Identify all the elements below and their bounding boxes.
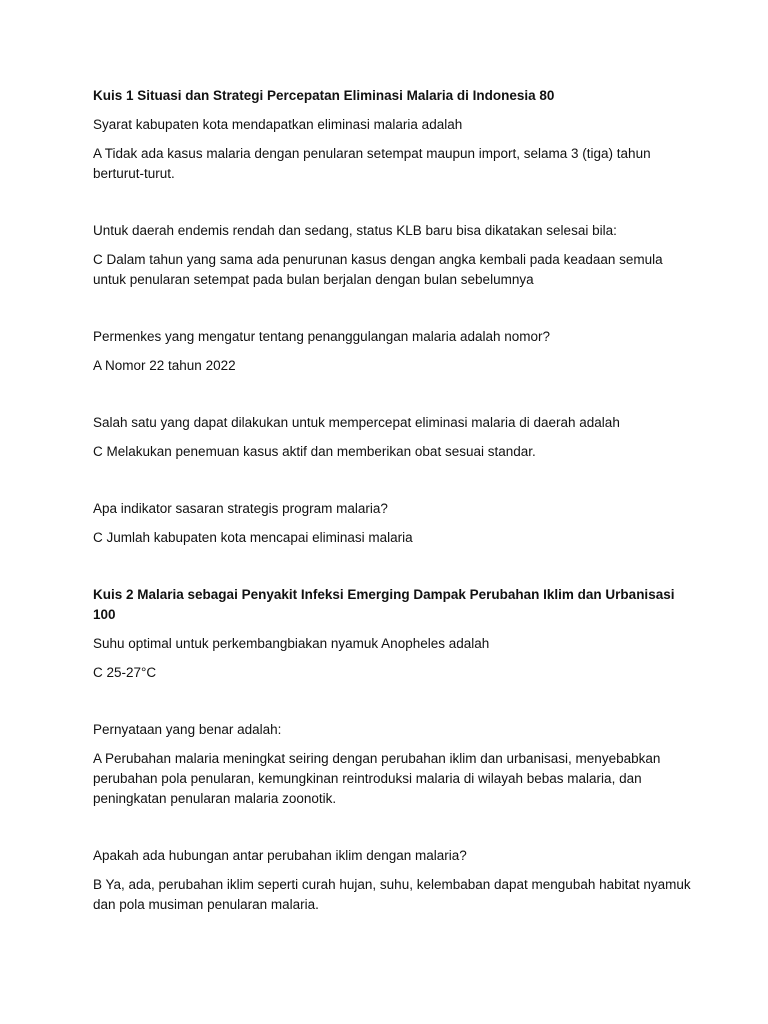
answer-text: C Melakukan penemuan kasus aktif dan memberikan obat sesuai standar. (93, 444, 536, 459)
document-body (93, 86, 693, 924)
answer-text: C 25-27°C (93, 665, 157, 680)
spacer (93, 692, 693, 720)
question-text: Apa indikator sasaran strategis program malaria? (93, 501, 388, 516)
answer-text: A Perubahan malaria meningkat seiring dengan perubahan iklim dan urbanisasi, menyebabkan perubahan pola penularan, kemungkinan reintroduksi malaria di wilayah bebas malaria, dan peningkatan penularan malaria zoonotik. (93, 751, 661, 806)
question-text: Pernyataan yang benar adalah: (93, 722, 282, 737)
answer-text: A Tidak ada kasus malaria dengan penularan setempat maupun import, selama 3 (tiga) tahun berturut-turut. (93, 146, 651, 181)
answer-text: C Jumlah kabupaten kota mencapai eliminasi malaria (93, 530, 413, 545)
quiz1-title: Kuis 1 Situasi dan Strategi Percepatan Eliminasi Malaria di Indonesia 80 (93, 88, 555, 103)
question-text: Syarat kabupaten kota mendapatkan eliminasi malaria adalah (93, 117, 463, 132)
spacer (93, 193, 693, 221)
spacer (93, 299, 693, 327)
spacer (93, 818, 693, 846)
question-text: Salah satu yang dapat dilakukan untuk mempercepat eliminasi malaria di daerah adalah (93, 415, 620, 430)
question-text: Untuk daerah endemis rendah dan sedang, status KLB baru bisa dikatakan selesai bila: (93, 223, 617, 238)
question-text: Apakah ada hubungan antar perubahan iklim dengan malaria? (93, 848, 467, 863)
answer-text: A Nomor 22 tahun 2022 (93, 358, 236, 373)
quiz2-title: Kuis 2 Malaria sebagai Penyakit Infeksi Emerging Dampak Perubahan Iklim dan Urbanisasi 100 (93, 587, 675, 622)
answer-text: B Ya, ada, perubahan iklim seperti curah hujan, suhu, kelembaban dapat mengubah habitat nyamuk dan pola musiman penularan malaria. (93, 877, 691, 912)
answer-text: C Dalam tahun yang sama ada penurunan kasus dengan angka kembali pada keadaan semula untuk penularan setempat pada bulan berjalan dengan bulan sebelumnya (93, 252, 663, 287)
question-text: Suhu optimal untuk perkembangbiakan nyamuk Anopheles adalah (93, 636, 490, 651)
spacer (93, 557, 693, 585)
question-text: Permenkes yang mengatur tentang penanggulangan malaria adalah nomor? (93, 329, 551, 344)
spacer (93, 471, 693, 499)
spacer (93, 385, 693, 413)
